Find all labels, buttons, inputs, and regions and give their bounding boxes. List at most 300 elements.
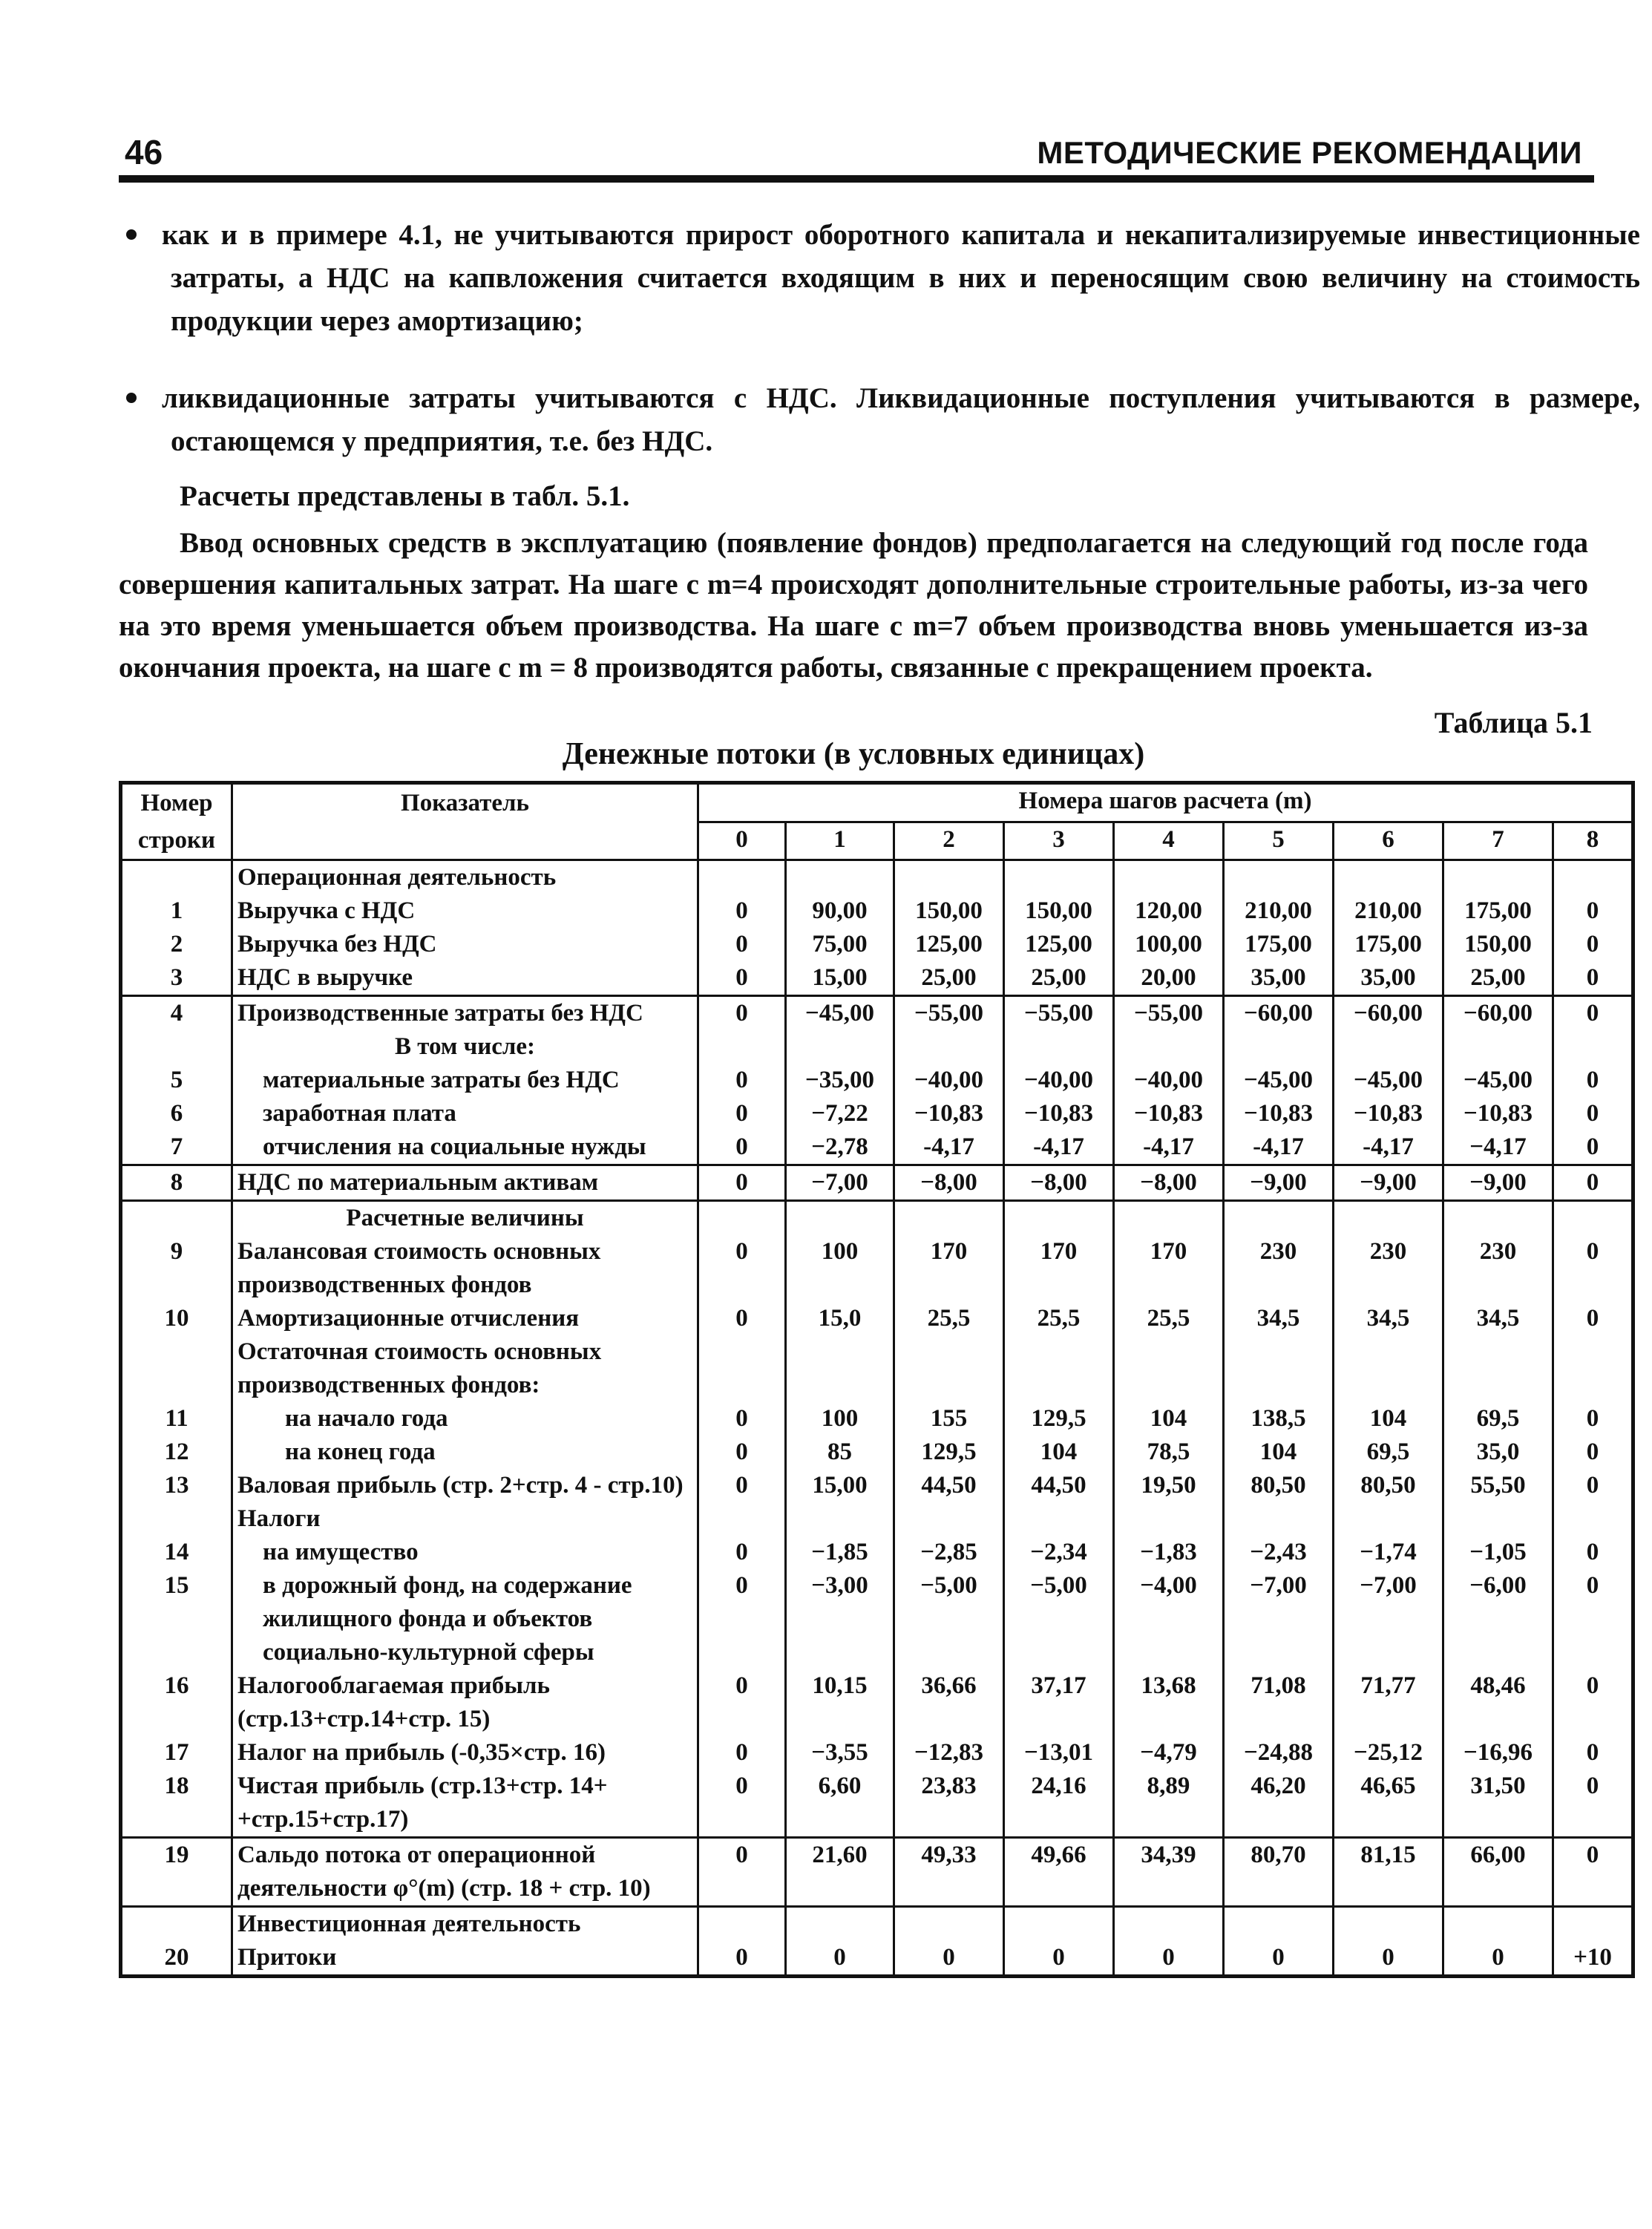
header-indicator: Показатель [232, 783, 698, 860]
header-rule [119, 175, 1594, 183]
value-cell: -4,17 [1114, 1130, 1224, 1165]
value-cell [894, 1201, 1004, 1236]
table-row [121, 1907, 1633, 1942]
value-cell [698, 1030, 786, 1064]
value-cell [698, 1201, 786, 1236]
value-cell: 25,5 [894, 1302, 1004, 1335]
value-cell: 35,00 [1224, 961, 1334, 996]
header-row-number-line2: строки [137, 827, 216, 854]
value-cell: 0 [1004, 1941, 1114, 1977]
value-cell: 0 [1553, 1736, 1633, 1770]
step-header: 5 [1224, 822, 1334, 860]
value-cell: 81,15 [1334, 1838, 1443, 1907]
value-cell: −5,00 [1004, 1569, 1114, 1669]
value-cell [1114, 860, 1224, 895]
value-cell: −2,34 [1004, 1536, 1114, 1569]
value-cell: 21,60 [786, 1838, 894, 1907]
value-cell: 46,20 [1224, 1770, 1334, 1838]
value-cell: 46,65 [1334, 1770, 1443, 1838]
value-cell: −4,79 [1114, 1736, 1224, 1770]
value-cell: 0 [698, 1064, 786, 1097]
value-cell: −5,00 [894, 1569, 1004, 1669]
value-cell [1224, 1201, 1334, 1236]
value-cell: −10,83 [1443, 1097, 1553, 1130]
value-cell: 0 [1553, 996, 1633, 1031]
table-row [121, 860, 1633, 895]
value-cell: 0 [1553, 1669, 1633, 1736]
value-cell: −8,00 [1114, 1165, 1224, 1201]
value-cell: −10,83 [1114, 1097, 1224, 1130]
table-title: Денежные потоки (в условных единицах) [562, 737, 1145, 771]
value-cell: −10,83 [894, 1097, 1004, 1130]
value-cell [1114, 1907, 1224, 1942]
value-cell: 150,00 [894, 894, 1004, 928]
value-cell: −13,01 [1004, 1736, 1114, 1770]
value-cell: −35,00 [786, 1064, 894, 1097]
value-cell: −45,00 [1334, 1064, 1443, 1097]
table-row [121, 1736, 1633, 1770]
value-cell: 25,00 [894, 961, 1004, 996]
value-cell: 0 [698, 1402, 786, 1436]
table-row [121, 1838, 1633, 1907]
value-cell: 85 [786, 1436, 894, 1469]
value-cell: −7,00 [786, 1165, 894, 1201]
cash-flow-table [119, 781, 1635, 1978]
value-cell [786, 860, 894, 895]
value-cell: 210,00 [1334, 894, 1443, 928]
indicator-cell: НДС в выручке [232, 961, 698, 996]
indicator-cell: Балансовая стоимость основных производственных фондов [232, 1235, 698, 1302]
indicator-cell: на начало года [232, 1402, 698, 1436]
value-cell: 175,00 [1443, 894, 1553, 928]
value-cell [1443, 1030, 1553, 1064]
value-cell [1443, 1907, 1553, 1942]
value-cell [894, 1335, 1004, 1402]
header-steps: Номера шагов расчета (m) [698, 783, 1633, 822]
value-cell [1553, 1201, 1633, 1236]
indicator-cell: Валовая прибыль (стр. 2+стр. 4 - стр.10) [232, 1469, 698, 1502]
value-cell: 34,5 [1334, 1302, 1443, 1335]
table-row [121, 894, 1633, 928]
value-cell: −7,22 [786, 1097, 894, 1130]
page-header [119, 132, 1588, 180]
value-cell: 150,00 [1443, 928, 1553, 961]
value-cell: 36,66 [894, 1669, 1004, 1736]
value-cell: 31,50 [1443, 1770, 1553, 1838]
value-cell [1004, 1030, 1114, 1064]
value-cell: −45,00 [1443, 1064, 1553, 1097]
step-header: 0 [698, 822, 786, 860]
value-cell: 66,00 [1443, 1838, 1553, 1907]
value-cell: −3,55 [786, 1736, 894, 1770]
value-cell [1334, 1907, 1443, 1942]
value-cell: 175,00 [1334, 928, 1443, 961]
value-cell: 125,00 [894, 928, 1004, 961]
value-cell: 104 [1114, 1402, 1224, 1436]
value-cell: 0 [1553, 961, 1633, 996]
value-cell: 0 [1553, 1130, 1633, 1165]
value-cell: −60,00 [1443, 996, 1553, 1031]
indicator-cell: материальные затраты без НДС [232, 1064, 698, 1097]
row-number-cell: 19 [121, 1838, 232, 1907]
value-cell: 0 [1553, 1302, 1633, 1335]
row-number-cell: 18 [121, 1770, 232, 1838]
value-cell: 230 [1224, 1235, 1334, 1302]
indicator-cell: на конец года [232, 1436, 698, 1469]
value-cell: 170 [1004, 1235, 1114, 1302]
value-cell: −25,12 [1334, 1736, 1443, 1770]
indicator-cell: в дорожный фонд, на содержание жилищного фонда и объектов социально-культурной сферы [232, 1569, 698, 1669]
value-cell: 0 [1553, 1838, 1633, 1907]
value-cell: -4,17 [894, 1130, 1004, 1165]
value-cell: 24,16 [1004, 1770, 1114, 1838]
indicator-cell: Налог на прибыль (-0,35×стр. 16) [232, 1736, 698, 1770]
table-row [121, 1941, 1633, 1977]
value-cell: 125,00 [1004, 928, 1114, 961]
value-cell: 100 [786, 1402, 894, 1436]
row-number-cell: 9 [121, 1235, 232, 1302]
value-cell: 49,66 [1004, 1838, 1114, 1907]
row-number-cell: 1 [121, 894, 232, 928]
value-cell: 104 [1004, 1436, 1114, 1469]
value-cell: 34,5 [1224, 1302, 1334, 1335]
value-cell: 230 [1443, 1235, 1553, 1302]
value-cell: −24,88 [1224, 1736, 1334, 1770]
row-number-cell [121, 1502, 232, 1536]
row-number-cell: 20 [121, 1941, 232, 1977]
table-row [121, 1770, 1633, 1838]
row-number-cell: 17 [121, 1736, 232, 1770]
value-cell: -4,17 [1334, 1130, 1443, 1165]
header-row-number [121, 783, 232, 860]
value-cell: 80,70 [1224, 1838, 1334, 1907]
row-number-cell [121, 1030, 232, 1064]
value-cell: −1,85 [786, 1536, 894, 1569]
table-row [121, 1502, 1633, 1536]
value-cell: 25,00 [1443, 961, 1553, 996]
value-cell: 0 [698, 1469, 786, 1502]
value-cell: +10 [1553, 1941, 1633, 1977]
table-row [121, 1335, 1633, 1402]
bullet-item [119, 214, 1640, 343]
value-cell [698, 860, 786, 895]
indicator-cell: Налогооблагаемая прибыль (стр.13+стр.14+стр. 15) [232, 1669, 698, 1736]
value-cell: 175,00 [1224, 928, 1334, 961]
value-cell: 0 [1553, 1770, 1633, 1838]
bullet-icon [126, 229, 137, 240]
table-row [121, 1469, 1633, 1502]
value-cell [1334, 1502, 1443, 1536]
value-cell: 0 [1553, 894, 1633, 928]
value-cell: 0 [698, 996, 786, 1031]
value-cell: 0 [698, 1941, 786, 1977]
row-number-cell: 2 [121, 928, 232, 961]
indicator-cell: Сальдо потока от операционной деятельности φ°(m) (стр. 18 + стр. 10) [232, 1838, 698, 1907]
value-cell: 104 [1334, 1402, 1443, 1436]
value-cell: 0 [1334, 1941, 1443, 1977]
value-cell: 49,33 [894, 1838, 1004, 1907]
step-header: 1 [786, 822, 894, 860]
table-row [121, 1402, 1633, 1436]
value-cell: −40,00 [894, 1064, 1004, 1097]
value-cell: 34,39 [1114, 1838, 1224, 1907]
step-header: 4 [1114, 822, 1224, 860]
value-cell: 150,00 [1004, 894, 1114, 928]
value-cell: 71,77 [1334, 1669, 1443, 1736]
value-cell: 44,50 [1004, 1469, 1114, 1502]
value-cell: 10,15 [786, 1669, 894, 1736]
indicator-cell: Чистая прибыль (стр.13+стр. 14+ +стр.15+стр.17) [232, 1770, 698, 1838]
value-cell [1114, 1030, 1224, 1064]
value-cell: −9,00 [1334, 1165, 1443, 1201]
value-cell: 230 [1334, 1235, 1443, 1302]
indicator-cell: Амортизационные отчисления [232, 1302, 698, 1335]
indicator-cell: Выручка без НДС [232, 928, 698, 961]
value-cell: 35,00 [1334, 961, 1443, 996]
indicator-cell: Инвестиционная деятельность [232, 1907, 698, 1942]
value-cell [1114, 1201, 1224, 1236]
value-cell [698, 1907, 786, 1942]
indicator-cell: Налоги [232, 1502, 698, 1536]
running-title: МЕТОДИЧЕСКИЕ РЕКОМЕНДАЦИИ [1037, 135, 1582, 170]
value-cell [1443, 1502, 1553, 1536]
value-cell: 0 [698, 961, 786, 996]
table-row [121, 996, 1633, 1031]
table-label: Таблица 5.1 [1434, 706, 1593, 739]
table-row [121, 1302, 1633, 1335]
table-row [121, 1536, 1633, 1569]
value-cell: 104 [1224, 1436, 1334, 1469]
value-cell: −1,05 [1443, 1536, 1553, 1569]
value-cell: 0 [1553, 1097, 1633, 1130]
value-cell: −7,00 [1334, 1569, 1443, 1669]
value-cell: 78,5 [1114, 1436, 1224, 1469]
table-row [121, 1235, 1633, 1302]
value-cell: −55,00 [1114, 996, 1224, 1031]
table-row [121, 1064, 1633, 1097]
value-cell [894, 1502, 1004, 1536]
value-cell: 8,89 [1114, 1770, 1224, 1838]
value-cell [698, 1335, 786, 1402]
value-cell: 0 [698, 1669, 786, 1736]
value-cell: −45,00 [786, 996, 894, 1031]
value-cell: 0 [698, 1165, 786, 1201]
value-cell: 0 [786, 1941, 894, 1977]
step-header: 8 [1553, 822, 1633, 860]
value-cell: 0 [1553, 1165, 1633, 1201]
step-header: 6 [1334, 822, 1443, 860]
value-cell: −40,00 [1004, 1064, 1114, 1097]
value-cell [1004, 1201, 1114, 1236]
value-cell [1443, 860, 1553, 895]
value-cell: 0 [1553, 1436, 1633, 1469]
table-row [121, 1669, 1633, 1736]
value-cell: −3,00 [786, 1569, 894, 1669]
value-cell: 23,83 [894, 1770, 1004, 1838]
value-cell [1334, 1030, 1443, 1064]
header-row-number-line1: Номер [140, 790, 213, 816]
value-cell: 170 [1114, 1235, 1224, 1302]
value-cell [786, 1335, 894, 1402]
row-number-cell: 3 [121, 961, 232, 996]
value-cell: −2,85 [894, 1536, 1004, 1569]
bullet-text: как и в примере 4.1, не учитываются прирост оборотного капитала и некапитализируемые инвестиционные затраты, а НДС на капвложения считается входящим в них и переносящим свою величину на стоимость продукции через амортизацию; [162, 219, 1640, 337]
value-cell: 34,5 [1443, 1302, 1553, 1335]
row-number-cell [121, 1201, 232, 1236]
value-cell [1443, 1335, 1553, 1402]
value-cell [1553, 1335, 1633, 1402]
value-cell: 129,5 [894, 1436, 1004, 1469]
value-cell [1224, 1030, 1334, 1064]
table-row [121, 961, 1633, 996]
value-cell [894, 1030, 1004, 1064]
value-cell: 0 [698, 1736, 786, 1770]
page-number: 46 [125, 133, 163, 171]
value-cell: 138,5 [1224, 1402, 1334, 1436]
value-cell: 80,50 [1224, 1469, 1334, 1502]
value-cell: −8,00 [1004, 1165, 1114, 1201]
indicator-cell: заработная плата [232, 1097, 698, 1130]
value-cell: 0 [698, 928, 786, 961]
value-cell: 0 [698, 1536, 786, 1569]
value-cell: 0 [1553, 1569, 1633, 1669]
value-cell: 44,50 [894, 1469, 1004, 1502]
indicator-cell: В том числе: [232, 1030, 698, 1064]
value-cell [1553, 1502, 1633, 1536]
value-cell: 0 [698, 1097, 786, 1130]
value-cell: −8,00 [894, 1165, 1004, 1201]
indicator-cell: Расчетные величины [232, 1201, 698, 1236]
value-cell: 155 [894, 1402, 1004, 1436]
value-cell: 25,5 [1004, 1302, 1114, 1335]
value-cell [786, 1201, 894, 1236]
value-cell: -4,17 [1004, 1130, 1114, 1165]
step-header: 3 [1004, 822, 1114, 860]
value-cell: 55,50 [1443, 1469, 1553, 1502]
value-cell [1004, 1907, 1114, 1942]
value-cell: 69,5 [1334, 1436, 1443, 1469]
value-cell: 0 [698, 1770, 786, 1838]
value-cell: −4,17 [1443, 1130, 1553, 1165]
value-cell: −40,00 [1114, 1064, 1224, 1097]
bullet-text: ликвидационные затраты учитываются с НДС. Ликвидационные поступления учитываются в размере, остающемся у предприятия, т.е. без НДС. [162, 382, 1640, 457]
step-header: 7 [1443, 822, 1553, 860]
value-cell [1224, 1502, 1334, 1536]
value-cell [786, 1030, 894, 1064]
value-cell [1004, 1502, 1114, 1536]
row-number-cell: 14 [121, 1536, 232, 1569]
value-cell: 0 [1224, 1941, 1334, 1977]
value-cell: 0 [1553, 1536, 1633, 1569]
value-cell: 0 [1553, 1469, 1633, 1502]
value-cell: 0 [698, 1302, 786, 1335]
value-cell [1334, 860, 1443, 895]
paragraph: Расчеты представлены в табл. 5.1. [180, 480, 630, 512]
value-cell: −1,83 [1114, 1536, 1224, 1569]
value-cell: 71,08 [1224, 1669, 1334, 1736]
indicator-cell: Выручка с НДС [232, 894, 698, 928]
table-row [121, 1165, 1633, 1201]
value-cell: 19,50 [1114, 1469, 1224, 1502]
value-cell: −12,83 [894, 1736, 1004, 1770]
row-number-cell [121, 1907, 232, 1942]
value-cell: 0 [698, 1569, 786, 1669]
value-cell [1553, 860, 1633, 895]
value-cell: 0 [698, 1235, 786, 1302]
value-cell [786, 1502, 894, 1536]
row-number-cell [121, 860, 232, 895]
row-number-cell [121, 1335, 232, 1402]
value-cell [1114, 1502, 1224, 1536]
value-cell [1004, 860, 1114, 895]
value-cell: −1,74 [1334, 1536, 1443, 1569]
table-row [121, 1436, 1633, 1469]
value-cell: 170 [894, 1235, 1004, 1302]
value-cell [1224, 1907, 1334, 1942]
row-number-cell: 6 [121, 1097, 232, 1130]
value-cell: 15,00 [786, 1469, 894, 1502]
value-cell [1114, 1335, 1224, 1402]
table-row [121, 928, 1633, 961]
value-cell [786, 1907, 894, 1942]
value-cell: 25,00 [1004, 961, 1114, 996]
table-row [121, 1030, 1633, 1064]
value-cell: 0 [1553, 928, 1633, 961]
value-cell: 90,00 [786, 894, 894, 928]
value-cell: 6,60 [786, 1770, 894, 1838]
value-cell: 0 [698, 1436, 786, 1469]
value-cell [894, 860, 1004, 895]
value-cell: −2,43 [1224, 1536, 1334, 1569]
value-cell: 100,00 [1114, 928, 1224, 961]
step-header: 2 [894, 822, 1004, 860]
value-cell: 210,00 [1224, 894, 1334, 928]
value-cell: −60,00 [1224, 996, 1334, 1031]
value-cell: 48,46 [1443, 1669, 1553, 1736]
paragraph: Ввод основных средств в эксплуатацию (появление фондов) предполагается на следующий год после года совершения капитальных затрат. На шаге с m=4 происходят дополнительные строительные работы, из-за чего на это время уменьшается объем производства. На шаге с m=7 объем производства вновь уменьшается из-за окончания проекта, на шаге с m = 8 производятся работы, связанные с прекращением проекта. [119, 527, 1588, 684]
value-cell: −4,00 [1114, 1569, 1224, 1669]
bullet-item [119, 377, 1640, 463]
value-cell: 69,5 [1443, 1402, 1553, 1436]
value-cell: 0 [698, 1838, 786, 1907]
row-number-cell: 16 [121, 1669, 232, 1736]
value-cell: 120,00 [1114, 894, 1224, 928]
value-cell: 0 [698, 894, 786, 928]
value-cell: 0 [1553, 1064, 1633, 1097]
value-cell: −2,78 [786, 1130, 894, 1165]
value-cell: 0 [1114, 1941, 1224, 1977]
value-cell [1443, 1201, 1553, 1236]
row-number-cell: 15 [121, 1569, 232, 1669]
value-cell: 129,5 [1004, 1402, 1114, 1436]
indicator-cell: Притоки [232, 1941, 698, 1977]
value-cell: 0 [894, 1941, 1004, 1977]
value-cell: −60,00 [1334, 996, 1443, 1031]
value-cell: −7,00 [1224, 1569, 1334, 1669]
row-number-cell: 8 [121, 1165, 232, 1201]
bullet-icon [126, 393, 137, 403]
indicator-cell: на имущество [232, 1536, 698, 1569]
value-cell: −16,96 [1443, 1736, 1553, 1770]
value-cell: -4,17 [1224, 1130, 1334, 1165]
table-row [121, 1097, 1633, 1130]
row-number-cell: 5 [121, 1064, 232, 1097]
value-cell: 25,5 [1114, 1302, 1224, 1335]
value-cell [1334, 1201, 1443, 1236]
value-cell: 75,00 [786, 928, 894, 961]
value-cell: −6,00 [1443, 1569, 1553, 1669]
value-cell: −10,83 [1224, 1097, 1334, 1130]
